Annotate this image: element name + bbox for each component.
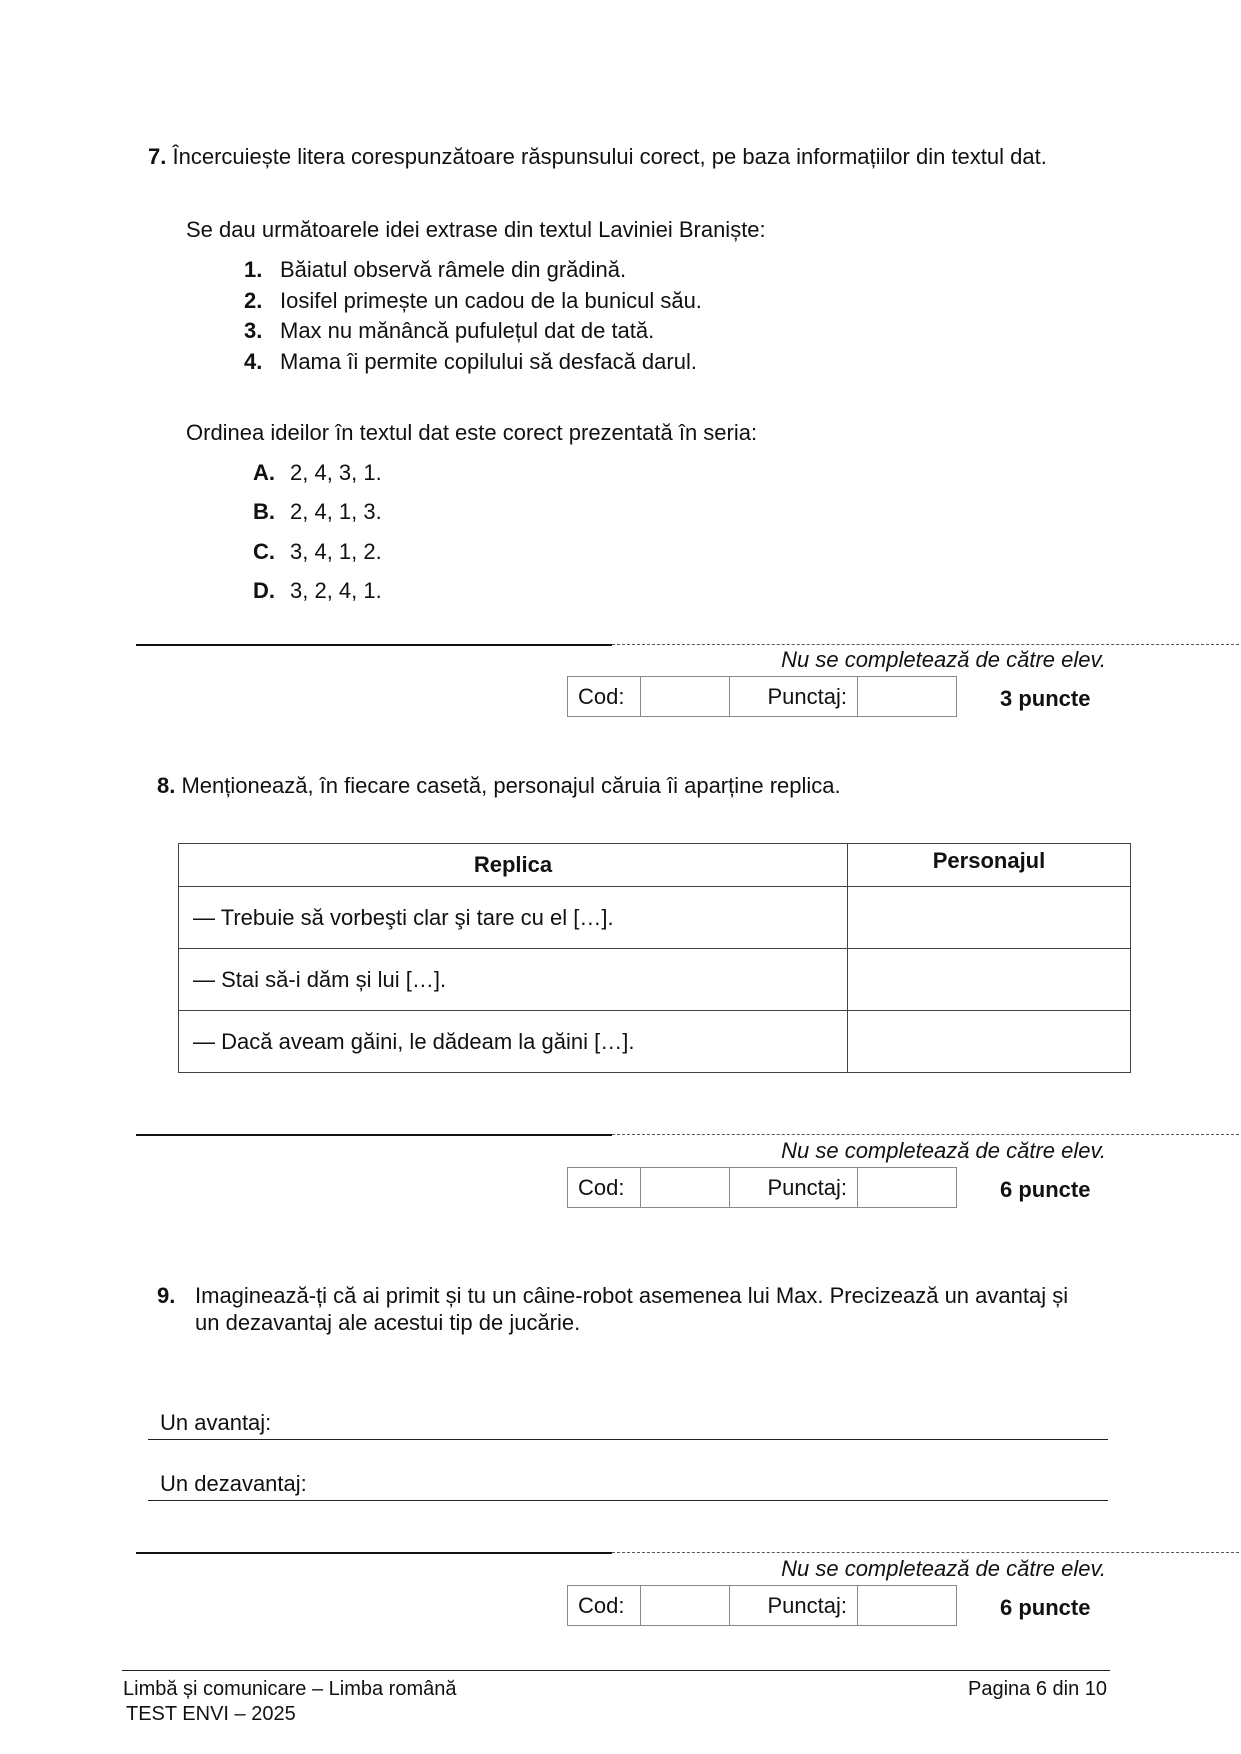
punctaj-field[interactable]: [858, 1586, 957, 1626]
cod-label: Cod:: [568, 1168, 641, 1208]
cod-label: Cod:: [568, 1586, 641, 1626]
q7-points: 3 puncte: [1000, 686, 1091, 711]
personaj-field[interactable]: [848, 887, 1131, 949]
table-row: [179, 887, 1131, 949]
q7-number: 7.: [148, 144, 167, 169]
replica-cell: — Stai să-i dăm și lui […].: [179, 949, 848, 1011]
q7-option-d[interactable]: D. 3, 2, 4, 1.: [253, 578, 382, 603]
footer-divider: [122, 1670, 1110, 1671]
dezavantaj-answer-line[interactable]: [148, 1472, 1108, 1501]
table-row: [179, 1011, 1131, 1073]
personaj-field[interactable]: [848, 949, 1131, 1011]
q7-idea: 2. Iosifel primește un cadou de la bunicul său.: [244, 288, 702, 313]
q7-option-c[interactable]: C. 3, 4, 1, 2.: [253, 539, 382, 564]
q7-intro: Se dau următoarele idei extrase din textul Laviniei Braniște:: [186, 217, 766, 242]
q8-scoring-table: [567, 1167, 957, 1208]
q7-option-b[interactable]: B. 2, 4, 1, 3.: [253, 499, 382, 524]
q7-prompt-text: Încercuiește litera corespunzătoare răspunsului corect, pe baza informațiilor din textul dat.: [172, 144, 1047, 169]
q8-points: 6 puncte: [1000, 1177, 1091, 1202]
table-row: [179, 949, 1131, 1011]
replica-cell: — Dacă aveam găini, le dădeam la găini […].: [179, 1011, 848, 1073]
q8-scoring-note: Nu se completează de către elev.: [781, 1138, 1106, 1163]
dezavantaj-label: Un dezavantaj:: [160, 1471, 307, 1496]
q7-question: Ordinea ideilor în textul dat este corect prezentată în seria:: [186, 420, 758, 445]
q7-idea: 3. Max nu mănâncă pufulețul dat de tată.: [244, 318, 655, 343]
q7-scoring-table: [567, 676, 957, 717]
replica-cell: — Trebuie să vorbeşti clar şi tare cu el […].: [179, 887, 848, 949]
q9-prompt-line2: un dezavantaj ale acestui tip de jucărie.: [195, 1310, 581, 1335]
cod-field[interactable]: [641, 677, 730, 717]
avantaj-answer-line[interactable]: [148, 1411, 1108, 1440]
punctaj-field[interactable]: [858, 677, 957, 717]
personaj-header: Personajul: [848, 844, 1131, 887]
q9-scoring-note: Nu se completează de către elev.: [781, 1556, 1106, 1581]
punctaj-label: Punctaj:: [730, 1586, 858, 1626]
q7-idea: 1. Băiatul observă râmele din grădină.: [244, 257, 627, 282]
q7-prompt: [148, 144, 1047, 170]
q8-replica-table: [178, 843, 1131, 1073]
cod-field[interactable]: [641, 1168, 730, 1208]
q7-scoring-note: Nu se completează de către elev.: [781, 647, 1106, 672]
q9-scoring-table: [567, 1585, 957, 1626]
q8-number: 8.: [157, 773, 176, 798]
cod-label: Cod:: [568, 677, 641, 717]
cod-field[interactable]: [641, 1586, 730, 1626]
q8-prompt: 8. Menționează, în fiecare casetă, personajul căruia îi aparține replica.: [157, 773, 841, 798]
punctaj-field[interactable]: [858, 1168, 957, 1208]
footer-subject: Limbă și comunicare – Limba română: [123, 1678, 457, 1700]
punctaj-label: Punctaj:: [730, 1168, 858, 1208]
replica-header: Replica: [179, 844, 848, 887]
q9-prompt: 9. Imaginează-ți că ai primit și tu un câine-robot asemenea lui Max. Precizează un avantaj și: [157, 1283, 1069, 1308]
q7-idea: 4. Mama îi permite copilului să desfacă darul.: [244, 349, 697, 374]
footer-test: TEST ENVI – 2025: [126, 1703, 296, 1725]
personaj-field[interactable]: [848, 1011, 1131, 1073]
punctaj-label: Punctaj:: [730, 677, 858, 717]
q7-option-a[interactable]: A. 2, 4, 3, 1.: [253, 460, 382, 485]
footer-page-number: Pagina 6 din 10: [967, 1678, 1107, 1700]
avantaj-label: Un avantaj:: [160, 1410, 272, 1435]
q9-number: 9.: [157, 1283, 176, 1308]
q9-points: 6 puncte: [1000, 1595, 1091, 1620]
